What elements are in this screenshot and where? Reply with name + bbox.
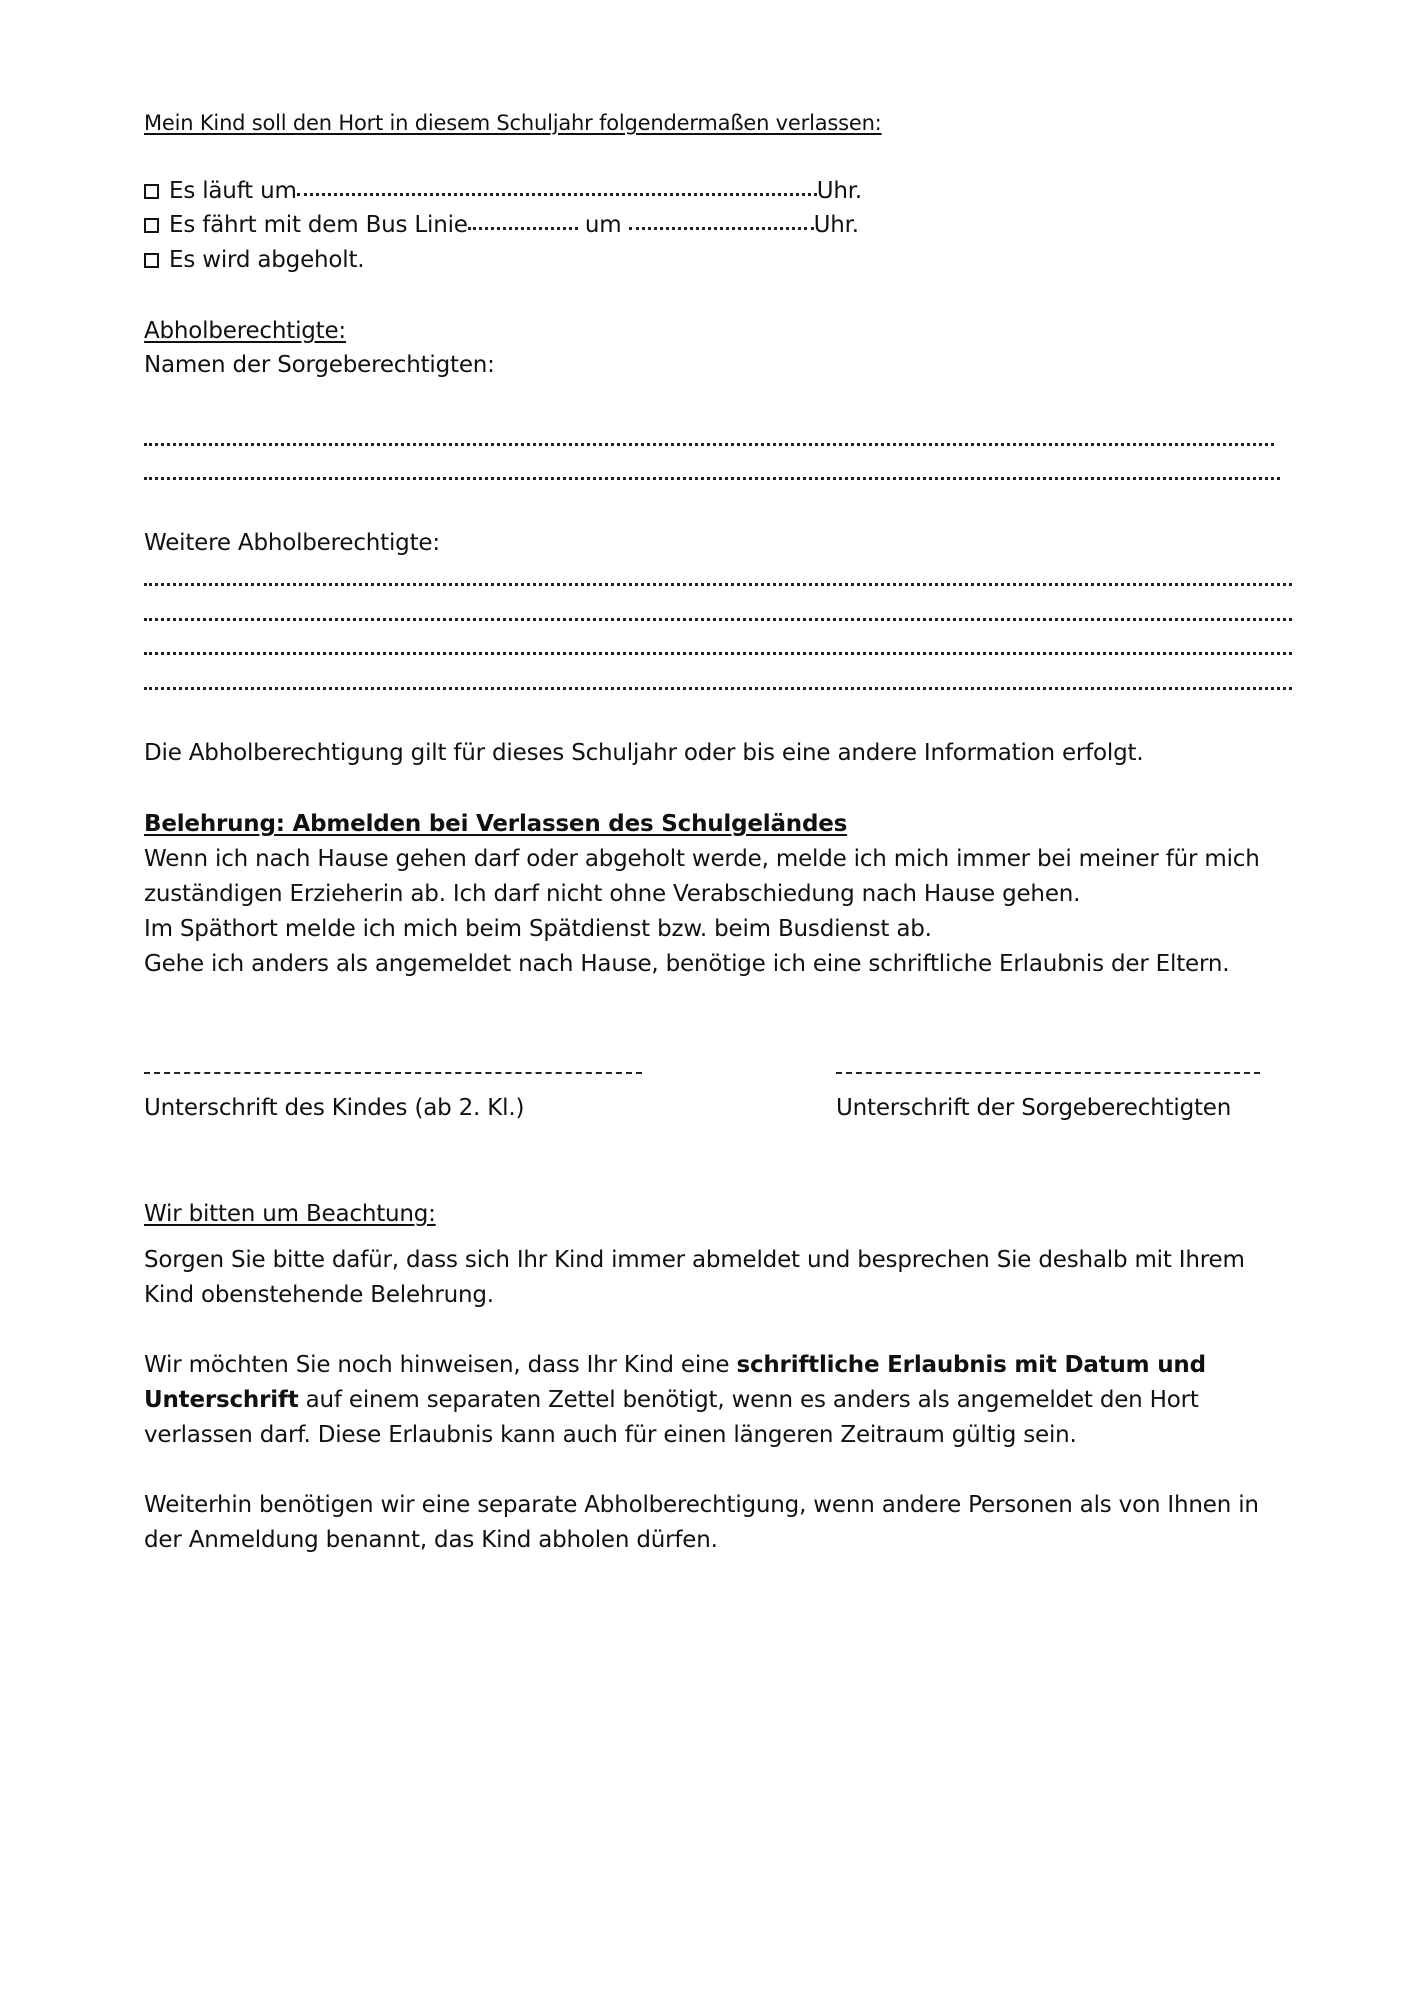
notice-heading: Wir bitten um Beachtung: <box>144 1201 436 1227</box>
guardian-signature-line[interactable] <box>836 1072 1260 1074</box>
others-label: Weitere Abholberechtigte: <box>144 530 440 556</box>
validity-text: Die Abholberechtigung gilt für dieses Schuljahr oder bis eine andere Information erfolgt. <box>144 740 1144 766</box>
notice-line: Kind obenstehende Belehrung. <box>144 1282 494 1308</box>
notice-line: der Anmeldung benannt, das Kind abholen dürfen. <box>144 1527 718 1553</box>
instruction-line: Wenn ich nach Hause gehen darf oder abgeholt werde, melde ich mich immer bei meiner für mich <box>144 846 1260 872</box>
option-pickup[interactable]: Es wird abgeholt. <box>144 245 364 275</box>
other-person-line[interactable] <box>144 687 1292 690</box>
instruction-line: Im Späthort melde ich mich beim Spätdienst bzw. beim Busdienst ab. <box>144 916 932 942</box>
notice-line: Wir möchten Sie noch hinweisen, dass Ihr Kind eine schriftliche Erlaubnis mit Datum und <box>144 1352 1206 1378</box>
notice-line: Sorgen Sie bitte dafür, dass sich Ihr Kind immer abmeldet und besprechen Sie deshalb mit Ihrem <box>144 1247 1245 1273</box>
authorized-heading: Abholberechtigte: <box>144 318 346 344</box>
notice-line: Unterschrift auf einem separaten Zettel benötigt, wenn es anders als angemeldet den Hort <box>144 1387 1199 1413</box>
other-person-line[interactable] <box>144 618 1292 621</box>
checkbox-icon[interactable] <box>144 218 159 233</box>
bus-time-field[interactable] <box>629 227 814 230</box>
checkbox-icon[interactable] <box>144 253 159 268</box>
option-bus[interactable]: Es fährt mit dem Bus Linie um Uhr. <box>144 210 859 240</box>
instruction-line: zuständigen Erzieherin ab. Ich darf nicht ohne Verabschiedung nach Hause gehen. <box>144 881 1081 907</box>
option-walk[interactable]: Es läuft um Uhr. <box>144 176 862 206</box>
child-signature-label: Unterschrift des Kindes (ab 2. Kl.) <box>144 1095 525 1121</box>
notice-line: Weiterhin benötigen wir eine separate Abholberechtigung, wenn andere Personen als von Ihnen in <box>144 1492 1259 1518</box>
guardian-name-line[interactable] <box>144 443 1274 446</box>
bus-line-field[interactable] <box>468 227 578 230</box>
intro-text: Mein Kind soll den Hort in diesem Schuljahr folgendermaßen verlassen: <box>144 111 882 135</box>
other-person-line[interactable] <box>144 583 1292 586</box>
other-person-line[interactable] <box>144 652 1292 655</box>
instruction-heading: Belehrung: Abmelden bei Verlassen des Schulgeländes <box>144 811 848 837</box>
notice-line: verlassen darf. Diese Erlaubnis kann auch für einen längeren Zeitraum gültig sein. <box>144 1422 1077 1448</box>
guardians-label: Namen der Sorgeberechtigten: <box>144 352 495 378</box>
checkbox-icon[interactable] <box>144 184 159 199</box>
instruction-line: Gehe ich anders als angemeldet nach Hause, benötige ich eine schriftliche Erlaubnis der Eltern. <box>144 951 1230 977</box>
guardian-signature-label: Unterschrift der Sorgeberechtigten <box>836 1095 1232 1121</box>
child-signature-line[interactable] <box>144 1072 642 1074</box>
time-field[interactable] <box>297 193 817 196</box>
guardian-name-line[interactable] <box>144 477 1280 480</box>
